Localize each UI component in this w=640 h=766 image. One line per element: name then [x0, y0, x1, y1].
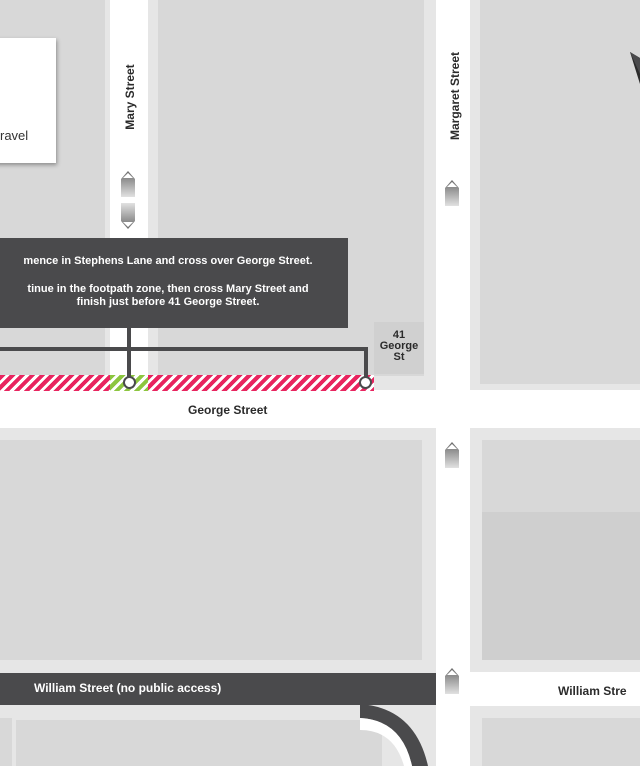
legend-panel: [0, 38, 56, 163]
route-point-41-george-st: [359, 376, 372, 389]
closure-zone-east: [148, 375, 374, 391]
william-street-closed-label: William Street (no public access): [34, 681, 222, 695]
leader-line-end: [364, 347, 368, 379]
block-south-east-inner: [482, 512, 640, 660]
up-down-arrow-icon: [121, 171, 135, 229]
william-street-curve: [360, 700, 440, 766]
callout-line-1: mence in Stephens Lane and cross over George Street.: [23, 255, 313, 267]
george-street-road: [0, 390, 640, 428]
closure-zone-west: [0, 375, 110, 391]
route-callout: [0, 238, 348, 328]
address-label: [374, 330, 424, 363]
block-far-south-west: [0, 718, 12, 766]
william-street-label: William Stre: [558, 684, 627, 698]
leader-line-horizontal: [0, 347, 368, 351]
block-south-west: [0, 440, 422, 660]
callout-line-3: finish just before 41 George Street.: [76, 296, 260, 308]
up-arrow-icon: [445, 442, 459, 468]
up-arrow-icon: [445, 668, 459, 694]
legend-partial-text: ravel: [0, 128, 29, 143]
address-label-line-1: 41: [392, 329, 406, 341]
up-arrow-icon: [445, 180, 459, 206]
mary-street-label: Mary Street: [123, 64, 137, 130]
north-arrow-icon: [620, 44, 640, 84]
block-north-east: [480, 0, 640, 384]
address-label-line-2: George: [379, 340, 419, 352]
george-street-label: George Street: [188, 403, 268, 417]
address-label-line-3: St: [393, 351, 405, 363]
route-point-mary-street: [123, 376, 136, 389]
block-far-south-centre: [16, 720, 382, 766]
block-far-south-east: [482, 718, 640, 766]
margaret-street-label: Margaret Street: [448, 51, 462, 141]
callout-line-2: tinue in the footpath zone, then cross Mary Street and: [27, 283, 309, 295]
leader-line-mary: [127, 326, 131, 378]
